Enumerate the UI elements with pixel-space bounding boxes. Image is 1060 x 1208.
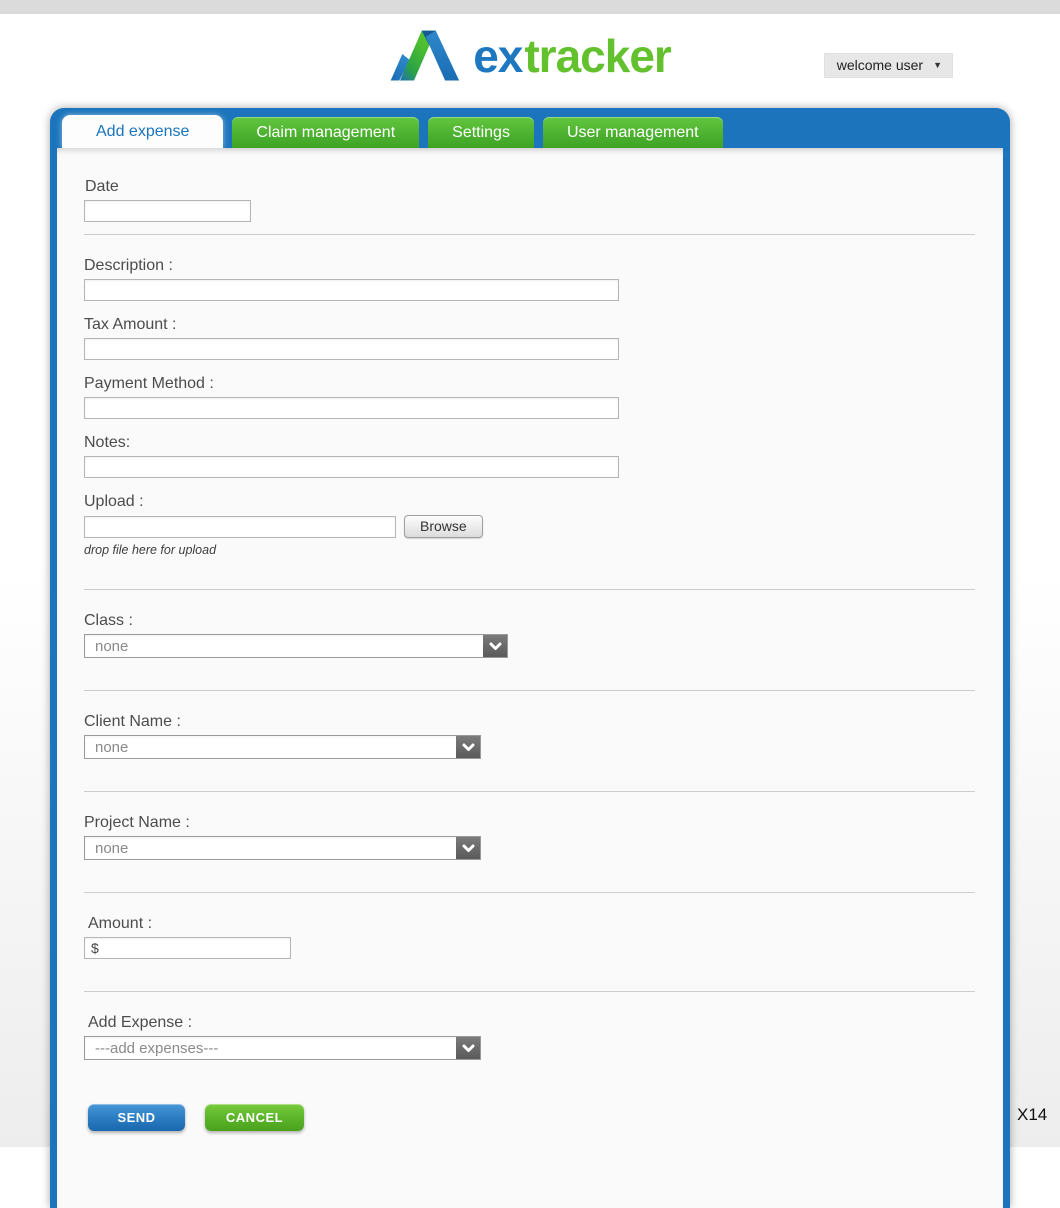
user-menu-label: welcome user [836,57,924,73]
chevron-down-icon [456,1037,480,1059]
client-name-selected-value: none [95,738,129,756]
project-name-selected-value: none [95,839,129,857]
upload-file-input[interactable] [84,516,396,538]
section-divider [84,589,975,590]
top-bar [0,0,1060,14]
page-annotation-x14: X14 [1017,1105,1048,1124]
send-button[interactable]: SEND [88,1104,185,1131]
section-divider [84,892,975,893]
client-name-select[interactable] [84,735,481,759]
amount-label: Amount : [88,915,153,932]
upload-drop-hint: drop file here for upload [84,543,217,557]
section-divider [84,690,975,691]
cancel-button[interactable]: CANCEL [205,1104,304,1131]
chevron-down-icon [483,635,507,657]
class-select[interactable] [84,634,508,658]
chevron-down-icon [456,837,480,859]
payment-method-input[interactable] [84,397,619,419]
logo-text-tracker: tracker [524,30,671,82]
project-name-label: Project Name : [84,814,190,831]
caret-down-icon: ▼ [933,59,942,70]
tab-add-expense[interactable]: Add expense [62,115,223,148]
tab-settings[interactable]: Settings [428,117,534,148]
browse-button[interactable]: Browse [404,515,483,538]
section-divider [84,791,975,792]
project-name-select[interactable] [84,836,481,860]
tax-amount-input[interactable] [84,338,619,360]
page-header [0,22,1060,92]
user-menu-dropdown[interactable] [824,53,953,78]
amount-input[interactable] [84,937,291,959]
tab-bar [57,108,1003,148]
section-divider [84,234,975,235]
class-label: Class : [84,612,133,629]
add-expense-form [57,148,1003,1208]
section-divider [84,991,975,992]
tab-claim-management[interactable]: Claim management [232,117,419,148]
client-name-label: Client Name : [84,713,181,730]
notes-input[interactable] [84,456,619,478]
add-expense-selected-value: ---add expenses--- [95,1039,219,1057]
logo-text-ex: ex [473,30,523,82]
date-input[interactable] [84,200,251,222]
main-panel [50,108,1010,1208]
date-label: Date [85,178,119,195]
description-input[interactable] [84,279,619,301]
tax-amount-label: Tax Amount : [84,316,177,333]
add-expense-label: Add Expense : [88,1014,193,1031]
description-label: Description : [84,257,173,274]
payment-method-label: Payment Method : [84,375,214,392]
upload-label: Upload : [84,493,144,510]
form-actions [84,1104,975,1131]
class-selected-value: none [95,637,129,655]
chevron-down-icon [456,736,480,758]
add-expense-select[interactable] [84,1036,481,1060]
logo-mountain-icon [389,26,467,82]
tab-user-management[interactable]: User management [543,117,723,148]
notes-label: Notes: [84,434,131,451]
